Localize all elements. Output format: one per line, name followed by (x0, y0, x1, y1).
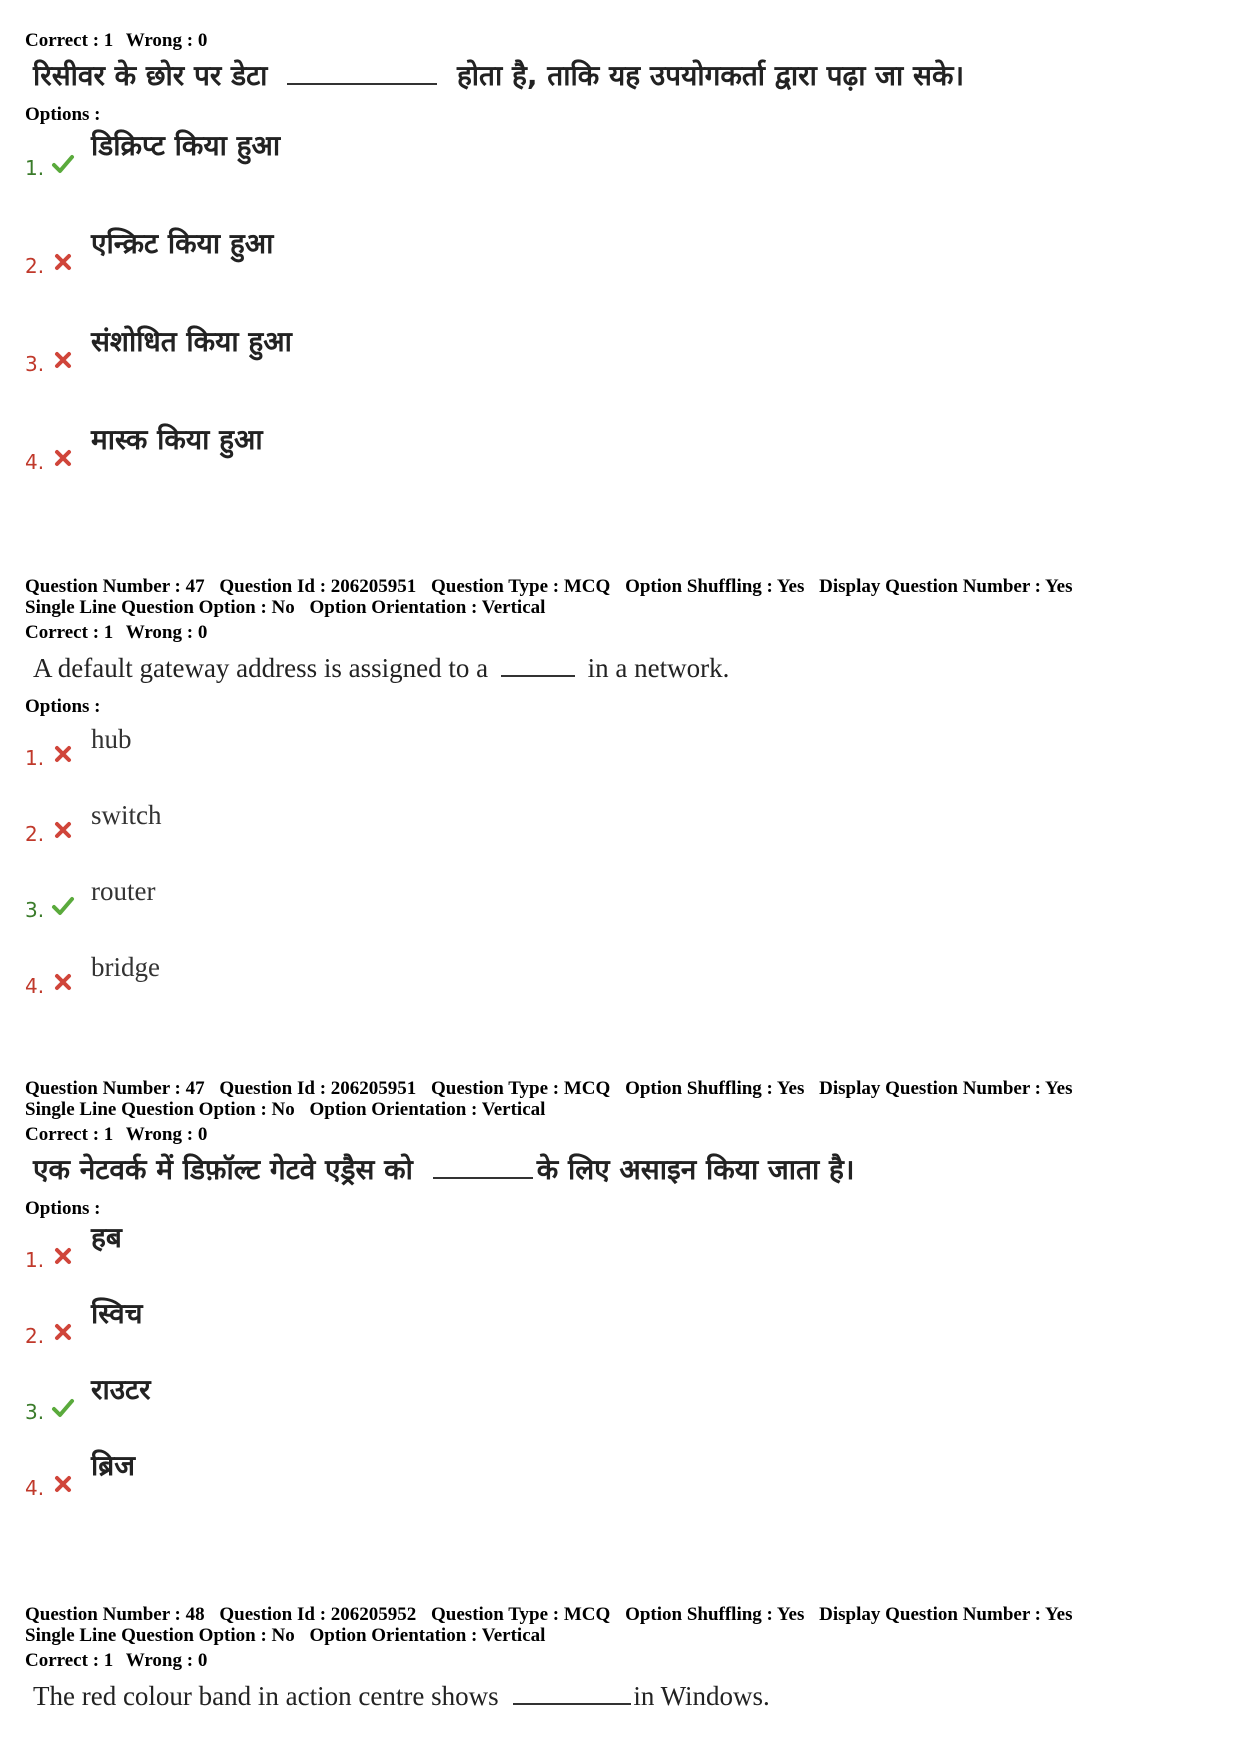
option-2 (25, 1288, 1215, 1364)
option-shuffling: Option Shuffling : Yes (625, 1604, 805, 1625)
correct-marks: Correct : 1 (25, 1124, 114, 1145)
answer-blank (287, 61, 437, 85)
question-meta-line-1 (25, 576, 1215, 597)
option-3 (25, 316, 1215, 392)
option-2 (25, 218, 1215, 294)
answer-blank (513, 1681, 631, 1705)
option-4 (25, 414, 1215, 490)
question-text-start: The red colour band in action centre shows (33, 1681, 499, 1711)
question-block-47-english (25, 576, 1215, 1014)
question-type: Question Type : MCQ (431, 1078, 611, 1099)
option-number: 2. (25, 822, 45, 846)
cross-icon (51, 818, 75, 842)
question-text-start: रिसीवर के छोर पर डेटा (33, 59, 268, 92)
cross-icon (51, 446, 75, 470)
single-line-option: Single Line Question Option : No (25, 597, 295, 618)
question-number: Question Number : 47 (25, 1078, 205, 1099)
wrong-marks: Wrong : 0 (125, 30, 208, 51)
wrong-marks: Wrong : 0 (125, 622, 208, 643)
option-number: 1. (25, 746, 45, 770)
option-3 (25, 1364, 1215, 1440)
option-text: bridge (91, 952, 160, 982)
correct-marks: Correct : 1 (25, 622, 114, 643)
question-id: Question Id : 206205952 (219, 1604, 417, 1625)
score-line (25, 1124, 1215, 1146)
cross-icon (51, 1472, 75, 1496)
display-question-number: Display Question Number : Yes (819, 1078, 1073, 1099)
cross-icon (51, 1244, 75, 1268)
question-text-end: in Windows. (633, 1681, 770, 1711)
wrong-marks: Wrong : 0 (125, 1650, 208, 1671)
option-number: 4. (25, 974, 45, 998)
option-shuffling: Option Shuffling : Yes (625, 1078, 805, 1099)
question-text-end: होता है, ताकि यह उपयोगकर्ता द्वारा पढ़ा जा सके। (456, 59, 965, 92)
cross-icon (51, 250, 75, 274)
answer-blank (433, 1155, 533, 1179)
display-question-number: Display Question Number : Yes (819, 1604, 1073, 1625)
option-number: 3. (25, 1400, 45, 1424)
question-text-end: के लिए असाइन किया जाता है। (536, 1153, 855, 1186)
score-line (25, 1650, 1215, 1672)
option-number: 3. (25, 352, 45, 376)
option-number: 2. (25, 1324, 45, 1348)
option-number: 3. (25, 898, 45, 922)
option-number: 4. (25, 450, 45, 474)
question-text (33, 58, 1215, 94)
question-text (33, 650, 1215, 686)
check-icon (51, 152, 75, 176)
question-number: Question Number : 48 (25, 1604, 205, 1625)
option-shuffling: Option Shuffling : Yes (625, 576, 805, 597)
options-label: Options : (25, 1198, 101, 1219)
wrong-marks: Wrong : 0 (125, 1124, 208, 1145)
check-icon (51, 894, 75, 918)
question-meta-line-2 (25, 1625, 1215, 1646)
option-text: हब (91, 1221, 122, 1254)
question-type: Question Type : MCQ (431, 1604, 611, 1625)
score-line (25, 622, 1215, 644)
cross-icon (51, 348, 75, 372)
option-text: डिक्रिप्ट किया हुआ (91, 129, 281, 162)
option-text: router (91, 876, 156, 906)
answer-blank (501, 653, 575, 677)
option-text: एन्क्रिट किया हुआ (91, 227, 274, 260)
question-text-end: in a network. (587, 653, 730, 683)
question-meta-line-2 (25, 1099, 1215, 1120)
option-text: राउटर (91, 1373, 151, 1406)
option-text: ब्रिज (91, 1449, 136, 1482)
question-block-48-english (25, 1604, 1215, 1714)
option-text: switch (91, 800, 162, 830)
option-3 (25, 862, 1215, 938)
single-line-option: Single Line Question Option : No (25, 1625, 295, 1646)
option-number: 1. (25, 156, 45, 180)
question-type: Question Type : MCQ (431, 576, 611, 597)
display-question-number: Display Question Number : Yes (819, 576, 1073, 597)
option-4 (25, 938, 1215, 1014)
option-1 (25, 710, 1215, 786)
question-text-start: A default gateway address is assigned to a (33, 653, 489, 683)
cross-icon (51, 970, 75, 994)
option-text: hub (91, 724, 132, 754)
option-number: 2. (25, 254, 45, 278)
option-2 (25, 786, 1215, 862)
option-orientation: Option Orientation : Vertical (309, 597, 546, 618)
question-meta-line-1 (25, 1604, 1215, 1625)
question-block-47-hindi (25, 1078, 1215, 1516)
option-orientation: Option Orientation : Vertical (309, 1099, 546, 1120)
question-text (33, 1152, 1215, 1188)
question-meta-line-2 (25, 597, 1215, 618)
single-line-option: Single Line Question Option : No (25, 1099, 295, 1120)
cross-icon (51, 1320, 75, 1344)
question-id: Question Id : 206205951 (219, 1078, 417, 1099)
option-number: 4. (25, 1476, 45, 1500)
option-text: स्विच (91, 1297, 143, 1330)
option-orientation: Option Orientation : Vertical (309, 1625, 546, 1646)
option-1 (25, 120, 1215, 196)
score-line (25, 30, 1215, 52)
option-text: संशोधित किया हुआ (91, 325, 292, 358)
question-text (33, 1678, 1215, 1714)
question-meta-line-1 (25, 1078, 1215, 1099)
options-label: Options : (25, 696, 101, 717)
option-number: 1. (25, 1248, 45, 1272)
option-1 (25, 1212, 1215, 1288)
question-number: Question Number : 47 (25, 576, 205, 597)
question-text-start: एक नेटवर्क में डिफ़ॉल्ट गेटवे एड्रैस को (33, 1153, 413, 1186)
option-text: मास्क किया हुआ (91, 423, 263, 456)
option-4 (25, 1440, 1215, 1516)
question-block-46-hindi (25, 26, 1215, 490)
correct-marks: Correct : 1 (25, 1650, 114, 1671)
question-id: Question Id : 206205951 (219, 576, 417, 597)
options-label: Options : (25, 104, 101, 125)
check-icon (51, 1396, 75, 1420)
cross-icon (51, 742, 75, 766)
correct-marks: Correct : 1 (25, 30, 114, 51)
